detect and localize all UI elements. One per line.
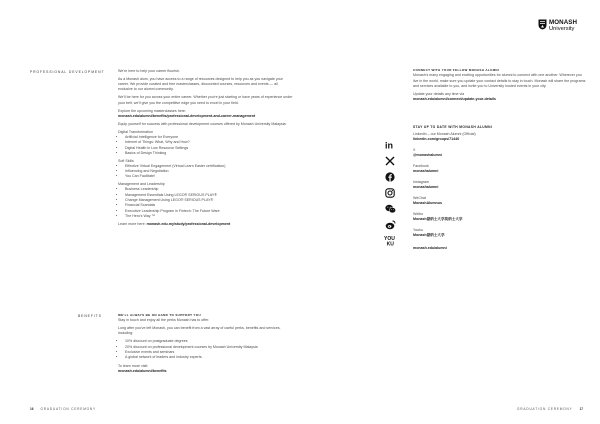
pd-equip-text: Equip yourself for success with professional development courses offered by Monash University Malaysia: bbox=[118, 121, 287, 126]
social-name: Youku bbox=[413, 228, 423, 232]
list-item: • Executive Leadership Program in Fintech: The Future Ware bbox=[125, 209, 293, 214]
monash-crest-icon bbox=[538, 19, 547, 30]
list-item: • Internet of Things: What, Why and How? bbox=[125, 140, 293, 145]
digital-transformation-list bbox=[118, 135, 293, 156]
linkedin-icon[interactable] bbox=[384, 139, 396, 150]
professional-development-section bbox=[118, 69, 293, 229]
benefits-learn-more-text: To learn more visit: bbox=[118, 363, 149, 368]
list-item: • The Hero's Way ™ bbox=[125, 214, 293, 219]
benefits-list bbox=[118, 339, 293, 360]
social-name: LinkedIn – our Monash Alumni (Official) bbox=[413, 132, 476, 136]
social-item-youku bbox=[413, 228, 588, 246]
benefits-label: BENEFITS bbox=[78, 314, 102, 318]
social-item-weibo bbox=[413, 212, 588, 228]
update-details-text: Update your details any time via bbox=[413, 91, 465, 96]
connect-section bbox=[413, 68, 588, 105]
facebook-icon[interactable] bbox=[384, 171, 396, 182]
footer-label-right: GRADUATION CEREMONY bbox=[517, 407, 573, 411]
social-name: Weibo bbox=[413, 212, 424, 216]
social-handle[interactable]: Monash蒙纳士大学 bbox=[413, 233, 445, 238]
social-item-facebook bbox=[413, 164, 588, 180]
list-item: • Management Essentials Using LEGO® SERIOUS PLAY® bbox=[125, 193, 293, 198]
list-item: • 10% discount on postgraduate degrees bbox=[125, 339, 293, 344]
svg-text:in: in bbox=[384, 140, 393, 150]
pd-explore-text: Explore the upcoming masterclasses here: bbox=[118, 108, 186, 113]
social-name: Facebook bbox=[413, 164, 429, 168]
social-item-linkedin bbox=[413, 132, 588, 148]
social-name: Instagram bbox=[413, 180, 429, 184]
benefits-paragraph-1: Stay in touch and enjoy all the perks Monash has to offer. bbox=[118, 318, 210, 323]
professional-development-label: PROFESSIONAL DEVELOPMENT bbox=[30, 70, 105, 74]
list-item: • Financial Scandals bbox=[125, 203, 293, 208]
benefits-section bbox=[118, 313, 293, 377]
update-details-link[interactable]: monash.edu/alumni/connect/update-your-details bbox=[413, 97, 496, 102]
management-leadership-title: Management and Leadership bbox=[118, 182, 165, 187]
social-handle[interactable]: monashalumni bbox=[413, 185, 439, 190]
youku-icon[interactable] bbox=[384, 235, 396, 246]
alumni-website-link[interactable]: monash.edu/alumni bbox=[413, 246, 447, 250]
social-handle[interactable]: monashalumni bbox=[413, 169, 439, 174]
soft-skills-list bbox=[118, 164, 293, 180]
benefits-link[interactable]: monash.edu/alumni/benefits bbox=[118, 368, 167, 373]
list-item: • A global network of leaders and industry experts. bbox=[125, 355, 293, 360]
page-number-left: 16 bbox=[30, 407, 34, 411]
list-item: • 20% discount on professional development courses by Monash University Malaysia bbox=[125, 345, 293, 350]
social-item-x bbox=[413, 148, 588, 164]
svg-text:KU: KU bbox=[386, 241, 394, 246]
pd-masterclass-link[interactable]: monash.edu/alumni/benefits/professional-development-and-career-management bbox=[118, 113, 256, 118]
social-handle[interactable]: MonashAlumnus bbox=[413, 201, 442, 206]
logo-university: University bbox=[549, 25, 575, 32]
social-item-wechat bbox=[413, 196, 588, 212]
social-list bbox=[413, 132, 588, 251]
social-handle[interactable]: Monash蒙纳士大学莫纳士大学 bbox=[413, 217, 463, 222]
management-leadership-list bbox=[118, 187, 293, 219]
list-item: • Exclusive events and seminars bbox=[125, 350, 293, 355]
logo-wordmark: MONASH bbox=[549, 19, 578, 26]
instagram-icon[interactable] bbox=[384, 187, 396, 198]
list-item: • Digital Health in Low Resource Settings bbox=[125, 146, 293, 151]
soft-skills-title: Soft Skills bbox=[118, 158, 134, 163]
list-item: • Artificial Intelligence for Everyone bbox=[125, 135, 293, 140]
benefits-paragraph-2: Long after you've left Monash, you can benefit from a vast array of useful perks, benefits and services, including: bbox=[118, 326, 281, 336]
list-item: • Business Leadership bbox=[125, 187, 293, 192]
list-item: • Basics of Design Thinking bbox=[125, 151, 293, 156]
social-handle[interactable]: @monashalumni bbox=[413, 153, 442, 158]
stay-up-to-date-heading: STAY UP TO DATE WITH MONASH ALUMNI bbox=[413, 125, 493, 129]
page-number-right: 17 bbox=[579, 407, 583, 411]
monash-logo bbox=[538, 19, 583, 35]
list-item: • Influencing and Negotiation bbox=[125, 169, 293, 174]
digital-transformation-title: Digital Transformation bbox=[118, 129, 153, 134]
list-item: • You Can Facilitate! bbox=[125, 174, 293, 179]
x-icon[interactable] bbox=[384, 155, 396, 166]
svg-text:YOU: YOU bbox=[384, 236, 395, 242]
benefits-heading: WE'LL ALWAYS BE ON HAND TO SUPPORT YOU bbox=[118, 313, 201, 317]
footer-right bbox=[517, 407, 583, 411]
wechat-icon[interactable] bbox=[384, 203, 396, 214]
social-item-instagram bbox=[413, 180, 588, 196]
social-handle[interactable]: linkedin.com/groups/71446 bbox=[413, 137, 460, 142]
social-name: X bbox=[413, 148, 416, 152]
connect-heading: CONNECT WITH YOUR FELLOW MONASH ALUMNI bbox=[413, 68, 500, 72]
list-item: • Effective Virtual Engagement (Virtual Learn Easter certification) bbox=[125, 164, 293, 169]
pd-paragraph-2: We'll be here for you across your entire career. Whether you're just starting or have years of experience under your belt, we'll give you the competitive edge you need to excel in your field. bbox=[118, 95, 293, 105]
footer-label-left: GRADUATION CEREMONY bbox=[40, 407, 96, 411]
connect-paragraph: Monash's many engaging and exciting opportunities for alumni to connect with one another. Wherever you live in the world, make sure you update your contact details to stay in touch. Monash will share the programs and services available to you, and invite you to University hosted events in your city. bbox=[413, 73, 586, 88]
list-item: • Change Management Using LEGO® SERIOUS PLAY® bbox=[125, 198, 293, 203]
pd-paragraph-1: As a Monash alum, you have access to a range of resources designed to help you as you navigate your career. We provide curated and free masterclasses, discounted courses, resources and events — all exclusive to our alumni community. bbox=[118, 76, 283, 92]
pd-intro: We're here to help your career flourish. bbox=[118, 69, 180, 73]
pd-learn-more-link[interactable]: monash.edu.my/study/professional-development bbox=[146, 221, 231, 226]
pd-learn-more-text: Learn more here: bbox=[118, 221, 146, 226]
social-name: WeChat bbox=[413, 196, 426, 200]
weibo-icon[interactable] bbox=[384, 219, 396, 230]
footer-left bbox=[30, 407, 96, 411]
